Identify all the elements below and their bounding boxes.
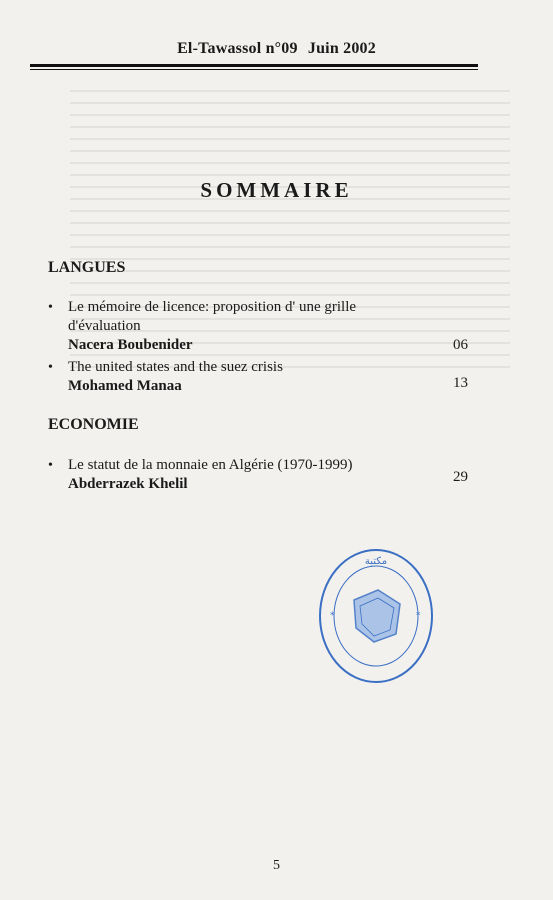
section-heading-langues: LANGUES (48, 259, 126, 276)
entry-author: Nacera Boubenider (68, 337, 193, 353)
toc-entry[interactable] (48, 358, 468, 396)
entry-author: Abderrazek Khelil (68, 476, 188, 492)
running-header (0, 40, 553, 58)
entry-title-cont: d'évaluation (68, 318, 141, 334)
entry-title: The united states and the suez crisis (68, 359, 283, 375)
stamp-text: مكتبة (364, 556, 388, 567)
entry-title: Le statut de la monnaie en Algérie (1970-1999) (68, 457, 353, 473)
entry-page-number: 29 (453, 469, 468, 485)
svg-text:*: * (416, 611, 421, 621)
page-title: SOMMAIRE (200, 178, 353, 202)
section-heading-economie: ECONOMIE (48, 416, 139, 433)
toc-entry[interactable] (48, 456, 468, 494)
journal-name: El-Tawassol n°09 (177, 40, 298, 57)
library-stamp (316, 546, 436, 686)
entry-author: Mohamed Manaa (68, 378, 182, 394)
bullet-icon: • (48, 360, 53, 375)
entry-page-number: 06 (453, 337, 468, 353)
issue-date: Juin 2002 (307, 40, 376, 57)
header-rule-thin (30, 69, 478, 70)
header-rule-thick (30, 64, 478, 67)
toc-entry[interactable] (48, 298, 468, 355)
svg-text:*: * (330, 611, 335, 621)
bullet-icon: • (48, 458, 53, 473)
page-number: 5 (273, 858, 280, 873)
entry-page-number: 13 (453, 375, 468, 391)
bullet-icon: • (48, 300, 53, 315)
entry-title: Le mémoire de licence: proposition d' une grille (68, 299, 357, 315)
